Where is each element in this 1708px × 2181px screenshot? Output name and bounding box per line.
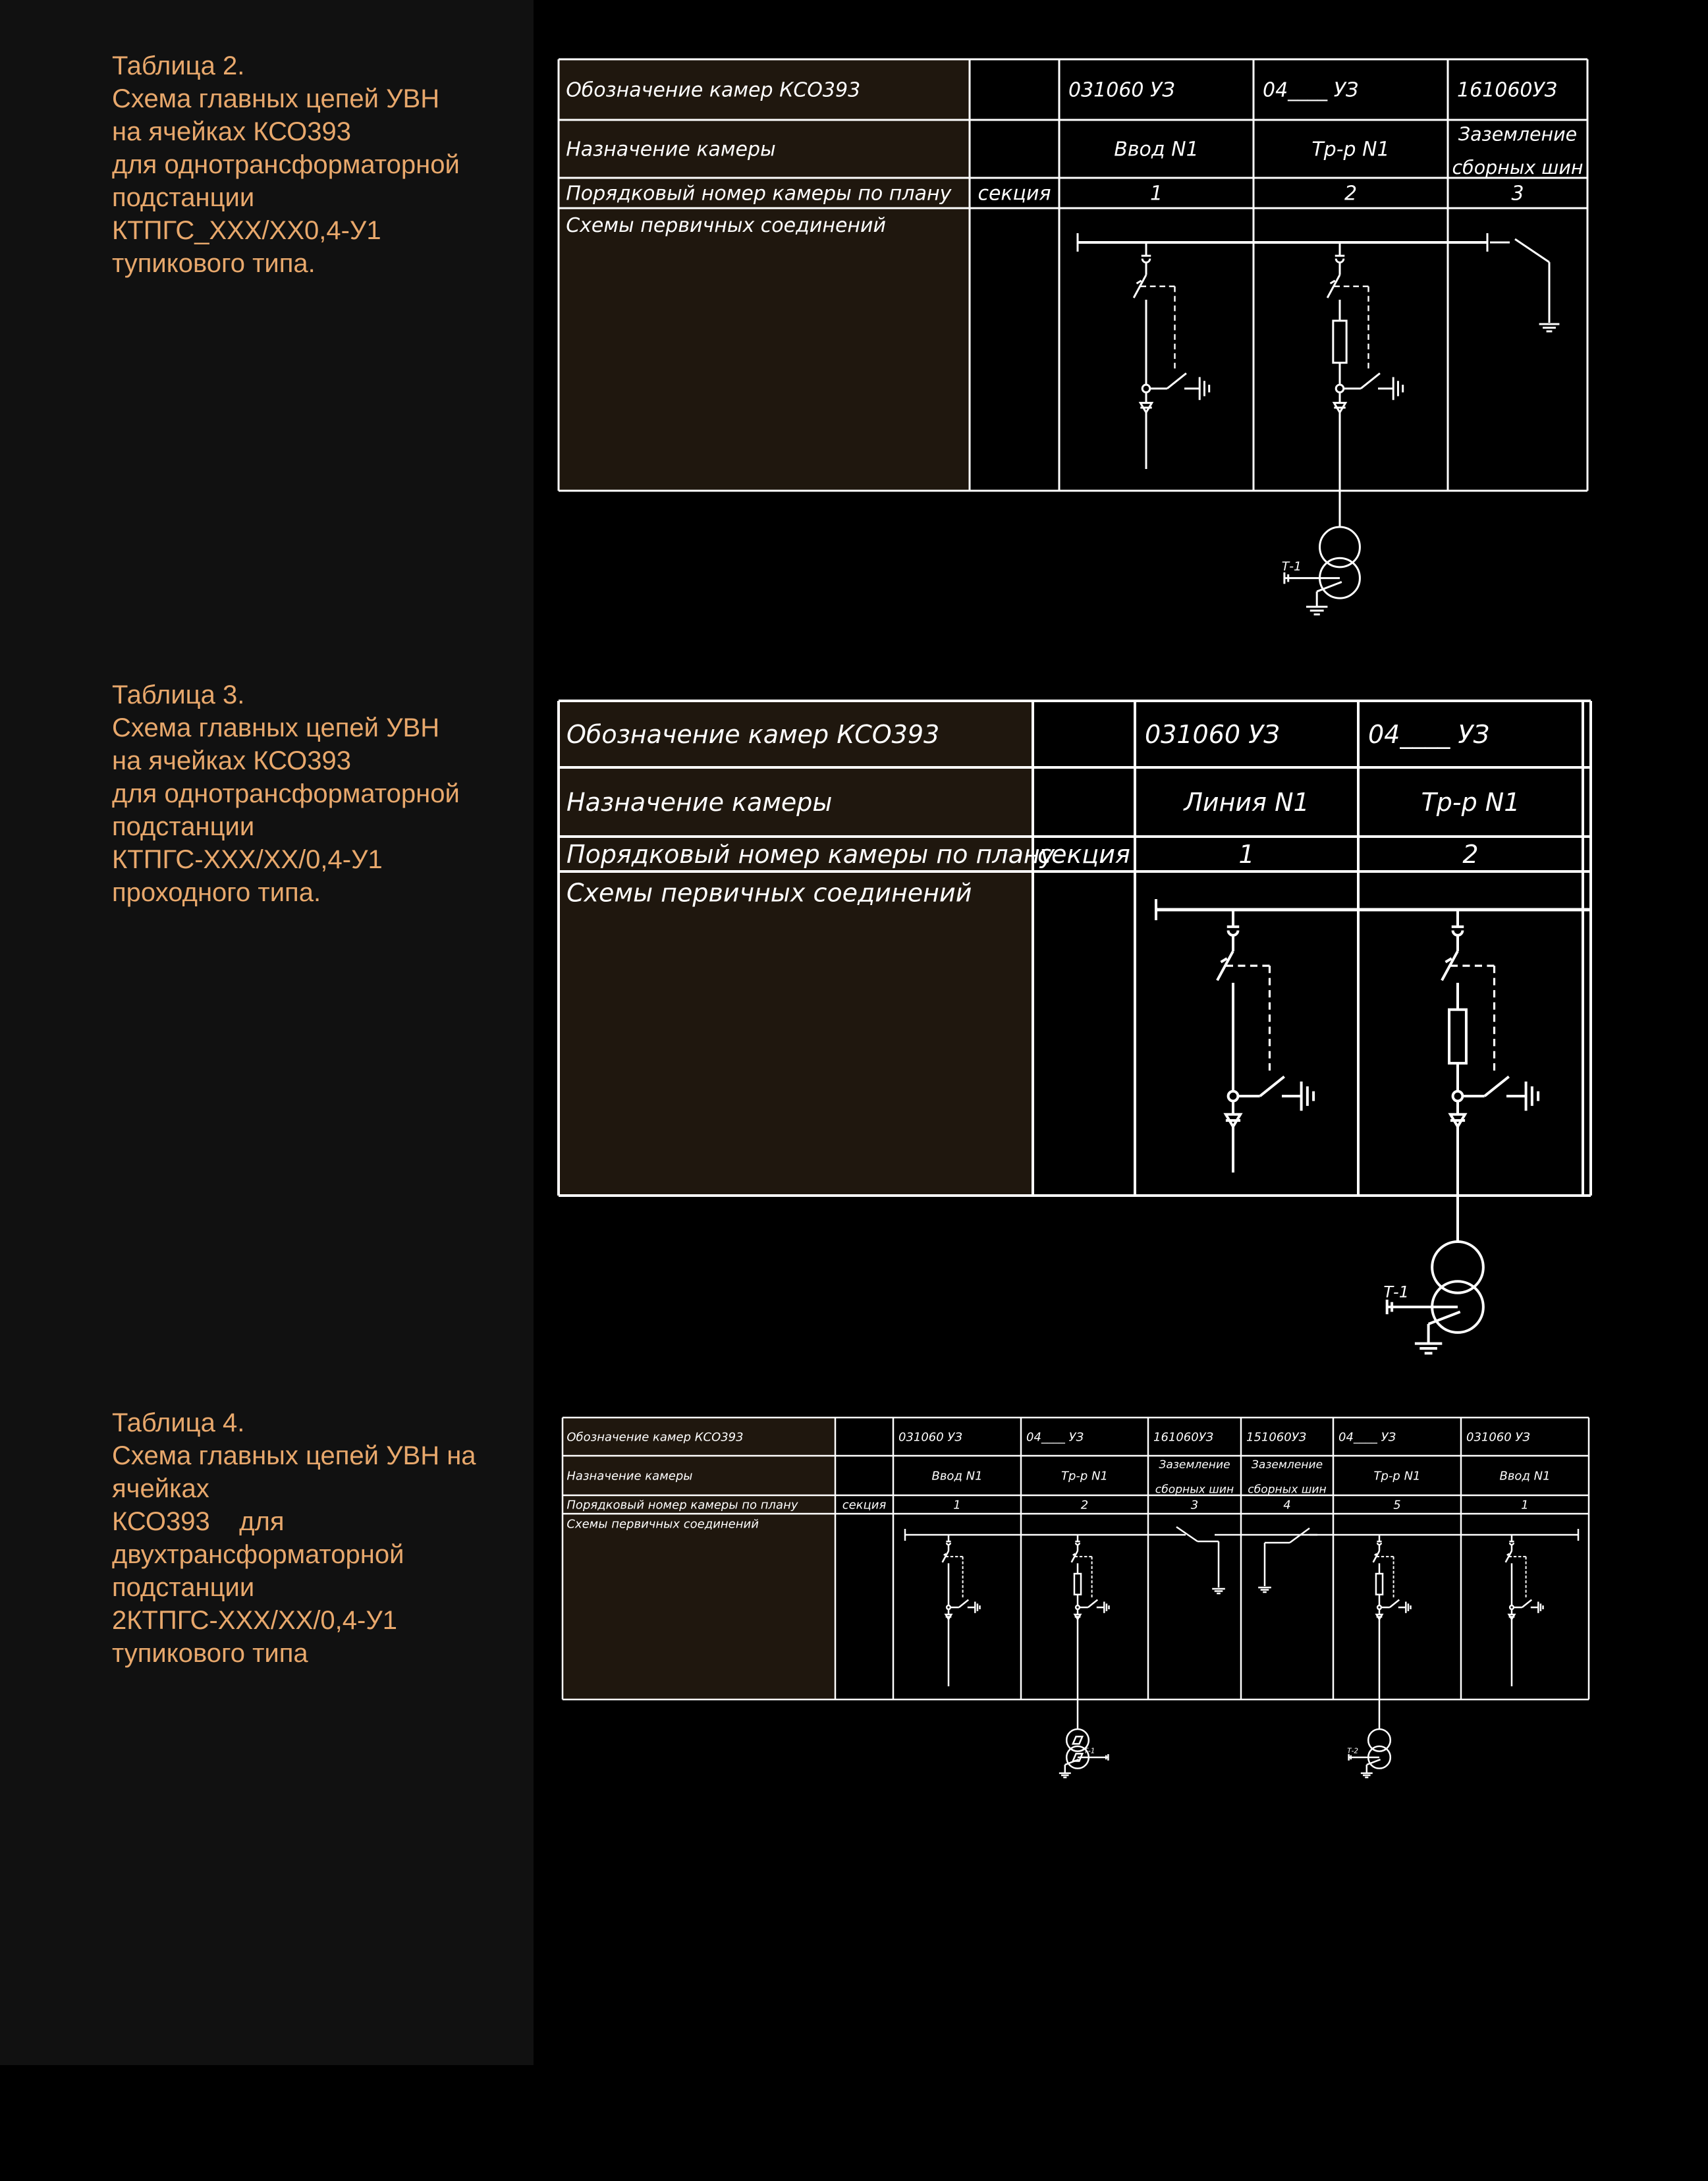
caption-line: Таблица 3.: [112, 680, 245, 709]
bus-contact-icon: [1335, 256, 1345, 262]
camera-purpose: Заземление: [1458, 123, 1578, 146]
camera-purpose: Тр-р N1: [1373, 1469, 1421, 1483]
camera-number: 3: [1190, 1498, 1199, 1512]
node-icon: [1453, 1091, 1463, 1101]
caption-line: подстанции: [112, 183, 255, 212]
cable-end-icon: [1377, 1615, 1383, 1619]
camera-purpose: сборных шин: [1248, 1483, 1327, 1497]
caption-line: ячейках: [112, 1474, 209, 1503]
camera-code: 031060 УЗ: [898, 1430, 962, 1445]
bus-contact-icon: [1452, 927, 1464, 935]
earth-switch-blade: [1522, 1600, 1531, 1608]
row-label: Схемы первичных соединений: [566, 878, 972, 908]
node-icon: [1510, 1605, 1514, 1609]
camera-code: 04____ УЗ: [1263, 78, 1359, 102]
row-label: Порядковый номер камеры по плану: [566, 839, 1055, 869]
row-label: Схемы первичных соединений: [566, 214, 887, 237]
node-icon: [1336, 385, 1344, 393]
caption-line: Схема главных цепей УВН на: [112, 1441, 476, 1470]
cable-end-icon: [1140, 403, 1151, 413]
earth-switch-blade: [1361, 373, 1380, 389]
bus-contact-icon: [1227, 927, 1240, 935]
caption-line: 2КТПГС-XXX/XX/0,4-У1: [112, 1606, 398, 1635]
camera-number: 1: [1149, 182, 1163, 206]
section-label: секция: [1037, 839, 1130, 869]
caption-line: тупикового типа: [112, 1639, 308, 1668]
camera-code: 151060УЗ: [1246, 1430, 1307, 1445]
cable-end-icon: [1075, 1615, 1081, 1619]
camera-number: 3: [1511, 182, 1524, 206]
section-label: секция: [842, 1498, 887, 1512]
camera-purpose: Заземление: [1159, 1458, 1230, 1472]
winding-mark-icon: [1073, 1736, 1082, 1744]
caption-line: Схема главных цепей УВН: [112, 84, 440, 113]
fuse-icon: [1333, 321, 1346, 363]
caption-line: для однотрансформаторной: [112, 779, 460, 808]
schematic-table-4: [563, 1418, 1589, 1777]
cable-end-icon: [946, 1615, 952, 1619]
fuse-icon: [1376, 1574, 1383, 1595]
node-icon: [1142, 385, 1150, 393]
camera-purpose: Тр-р N1: [1311, 138, 1390, 161]
camera-code: 04____ УЗ: [1338, 1430, 1396, 1445]
row-label: Назначение камеры: [566, 787, 833, 817]
transformer-label: Т-1: [1281, 560, 1302, 574]
fuse-icon: [1074, 1574, 1081, 1595]
camera-code: 031060 УЗ: [1068, 78, 1175, 102]
caption-line: Схема главных цепей УВН: [112, 713, 440, 742]
node-icon: [1228, 1091, 1238, 1101]
fuse-icon: [1449, 1010, 1466, 1063]
camera-purpose: сборных шин: [1452, 157, 1584, 179]
row-label: Порядковый номер камеры по плану: [566, 182, 952, 206]
camera-code: 031060 УЗ: [1466, 1430, 1530, 1445]
camera-number: 2: [1462, 839, 1479, 869]
camera-code: 04____ УЗ: [1026, 1430, 1084, 1445]
camera-purpose: Тр-р N1: [1061, 1469, 1108, 1483]
cable-end-icon: [1226, 1115, 1240, 1127]
bus-contact-icon: [946, 1541, 950, 1545]
camera-code: 161060УЗ: [1153, 1430, 1214, 1445]
transformer-winding-icon: [1320, 527, 1360, 567]
camera-number: 2: [1344, 182, 1358, 206]
camera-purpose: сборных шин: [1155, 1483, 1234, 1497]
caption-line: проходного типа.: [112, 878, 321, 907]
transformer-winding-icon: [1368, 1729, 1391, 1752]
camera-code: 04____ УЗ: [1368, 719, 1489, 749]
transformer-winding-icon: [1432, 1242, 1483, 1293]
label-cell-bg: [563, 1418, 835, 1699]
bus-contact-icon: [1142, 256, 1151, 262]
cable-end-icon: [1509, 1615, 1515, 1619]
camera-number: 5: [1393, 1498, 1401, 1512]
earth-switch-blade: [959, 1600, 968, 1608]
earth-switch-blade: [1515, 239, 1549, 262]
bus-contact-icon: [1509, 1541, 1514, 1545]
camera-code: 161060УЗ: [1457, 78, 1558, 102]
camera-code: 031060 УЗ: [1145, 719, 1280, 749]
camera-number: 1: [953, 1498, 961, 1512]
bus-contact-icon: [1075, 1541, 1080, 1545]
caption-line: тупикового типа.: [112, 249, 316, 278]
earth-switch-blade: [1260, 1076, 1284, 1096]
caption-line: КТПГС_XXX/XX0,4-У1: [112, 216, 381, 245]
row-label: Обозначение камер КСО393: [566, 78, 861, 102]
caption-line: подстанции: [112, 812, 255, 841]
row-label: Порядковый номер камеры по плану: [566, 1498, 798, 1512]
section-label: секция: [978, 182, 1051, 206]
transformer-label: Т-2: [1347, 1747, 1358, 1755]
earth-switch-blade: [1088, 1600, 1097, 1608]
transformer-label: Т-1: [1084, 1747, 1095, 1755]
row-label: Схемы первичных соединений: [566, 1517, 759, 1532]
row-label: Обозначение камер КСО393: [566, 719, 940, 749]
earth-switch-blade: [1390, 1600, 1399, 1608]
transformer-label: Т-1: [1383, 1283, 1409, 1302]
row-label: Назначение камеры: [566, 1469, 693, 1483]
row-label: Назначение камеры: [566, 138, 776, 161]
camera-purpose: Ввод N1: [1499, 1469, 1551, 1483]
camera-number: 4: [1283, 1498, 1291, 1512]
camera-purpose: Ввод N1: [1114, 138, 1199, 161]
caption-line: подстанции: [112, 1573, 255, 1602]
caption-line: КТПГС-XXX/XX/0,4-У1: [112, 845, 383, 874]
camera-purpose: Ввод N1: [931, 1469, 983, 1483]
caption-line: Таблица 4.: [112, 1408, 245, 1437]
camera-purpose: Линия N1: [1184, 787, 1309, 817]
caption-line: двухтрансформаторной: [112, 1540, 404, 1569]
caption-line: на ячейках КСО393: [112, 746, 351, 775]
node-icon: [1076, 1605, 1080, 1609]
node-icon: [1377, 1605, 1381, 1609]
camera-number: 2: [1080, 1498, 1089, 1512]
caption-line: Таблица 2.: [112, 51, 245, 80]
cable-end-icon: [1450, 1115, 1465, 1127]
cable-end-icon: [1334, 403, 1345, 413]
schematic-table-2: [559, 59, 1587, 615]
node-icon: [947, 1605, 950, 1609]
label-cell-bg: [559, 59, 970, 491]
camera-purpose: Заземление: [1251, 1458, 1323, 1472]
schematic-table-3: [559, 701, 1591, 1353]
camera-purpose: Тр-р N1: [1421, 787, 1520, 817]
bus-contact-icon: [1377, 1541, 1381, 1545]
earth-switch-blade: [1167, 373, 1186, 389]
earth-switch-blade: [1485, 1076, 1509, 1096]
label-cell-bg: [559, 701, 1033, 1196]
camera-number: 1: [1238, 839, 1255, 869]
camera-number: 1: [1521, 1498, 1529, 1512]
caption-line: на ячейках КСО393: [112, 117, 351, 146]
caption-line: КСО393 для: [112, 1507, 285, 1536]
caption-line: для однотрансформаторной: [112, 150, 460, 179]
row-label: Обозначение камер КСО393: [566, 1430, 744, 1445]
